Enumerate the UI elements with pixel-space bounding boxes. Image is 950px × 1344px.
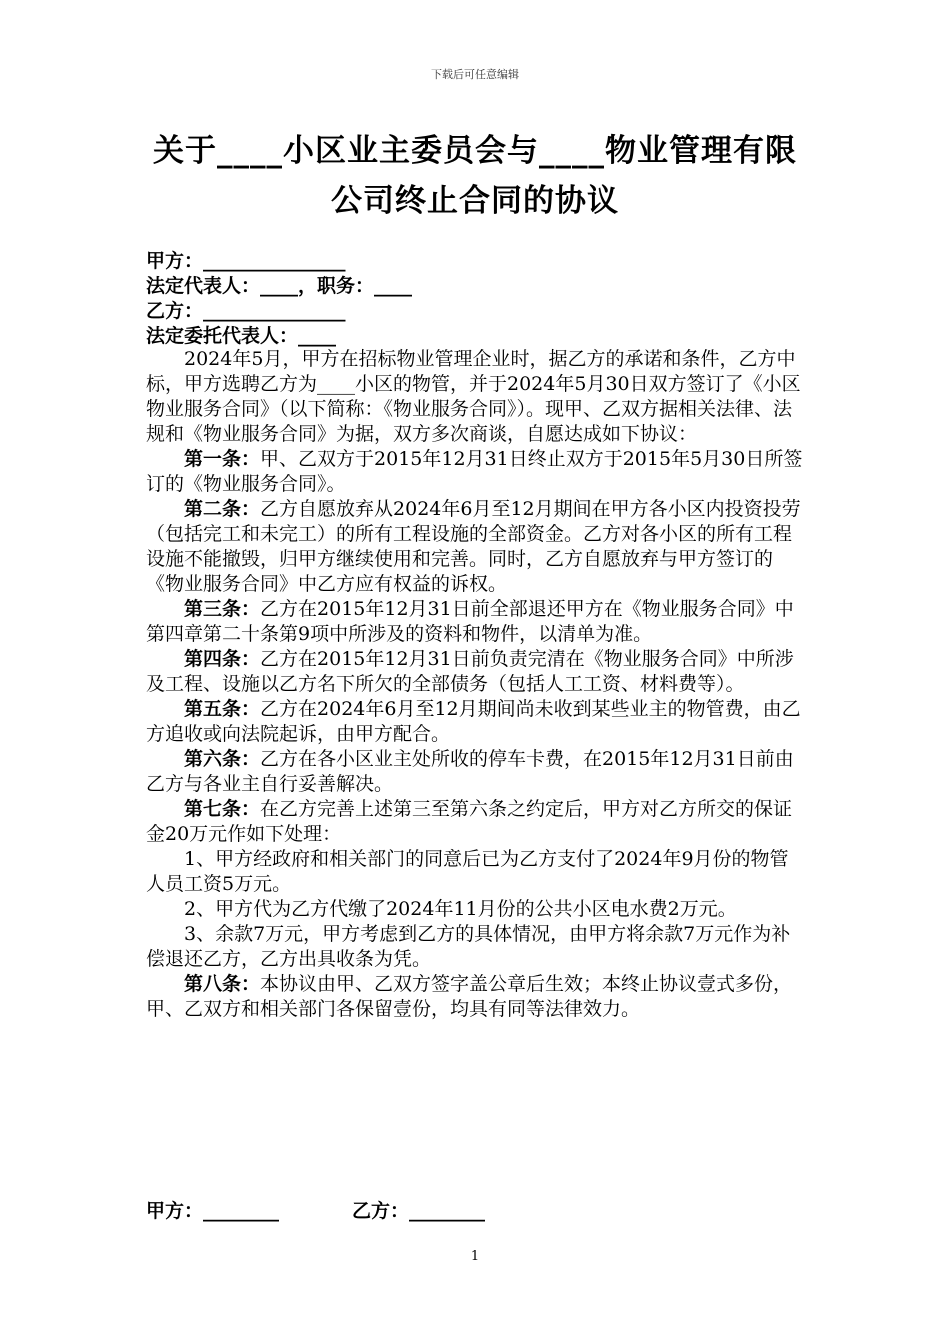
preamble-paragraph: 2024年5月，甲方在招标物业管理企业时，据乙方的承诺和条件，乙方中标，甲方选聘乙方为____小区的物管，并于2024年5月30日双方签订了《小区物业服务合同》（以下简称：《物业服务合同》）。现甲、乙双方据相关法律、法规和《物业服务合同》为据，双方多次商谈，自愿达成如下协议： (146, 348, 801, 445)
signature-party-a: 甲方：________ (146, 1200, 280, 1222)
item-2: 2、甲方代为乙方代缴了2024年11月份的公共小区电水费2万元。 (184, 898, 737, 920)
article-label: 第一条： (184, 448, 261, 470)
article-5 (146, 697, 806, 747)
document-title-line2: 公司终止合同的协议 (331, 183, 619, 219)
article-text: 乙方在2015年12月31日前全部退还甲方在《物业服务合同》中第四章第二十条第9项中所涉及的资料和物件，以清单为准。 (146, 598, 794, 645)
item-1: 1、甲方经政府和相关部门的同意后已为乙方支付了2024年9月份的物管人员工资5万元。 (146, 848, 789, 895)
article-text: 乙方自愿放弃从2024年6月至12月期间在甲方各小区内投资投劳（包括完工和未完工）的所有工程设施的全部资金。乙方对各小区的所有工程设施不能撤毁，归甲方继续使用和完善。同时，乙方自愿放弃与甲方签订的《物业服务合同》中乙方应有权益的诉权。 (146, 498, 801, 595)
article-label: 第七条： (184, 798, 261, 820)
article-8 (146, 972, 806, 1022)
article-text: 乙方在2015年12月31日前负责完清在《物业服务合同》中所涉及工程、设施以乙方名下所欠的全部债务（包括人工工资、材料费等）。 (146, 648, 794, 695)
article-label: 第四条： (184, 648, 261, 670)
article-label: 第三条： (184, 598, 261, 620)
article-label: 第二条： (184, 498, 261, 520)
page-header: 下载后可任意编辑 (431, 68, 519, 81)
page-number: 1 (470, 1249, 480, 1264)
article-label: 第六条： (184, 748, 261, 770)
party-a-line: 甲方：_______________ (146, 250, 346, 272)
legal-rep-line: 法定代表人：____，职务：____ (146, 275, 413, 297)
article-label: 第八条： (184, 973, 261, 995)
article-4 (146, 647, 806, 697)
article-label: 第五条： (184, 698, 261, 720)
item-3: 3、余款7万元，甲方考虑到乙方的具体情况，由甲方将余款7万元作为补偿退还乙方，乙方出具收条为凭。 (146, 923, 791, 970)
document-title-line1: 关于____小区业主委员会与____物业管理有限 (153, 133, 797, 169)
article-1 (146, 447, 806, 497)
article-text: 甲、乙双方于2015年12月31日终止双方于2015年5月30日所签订的《物业服务合同》。 (146, 448, 803, 495)
article-text: 本协议由甲、乙双方签字盖公章后生效；本终止协议壹式多份，甲、乙双方和相关部门各保留壹份，均具有同等法律效力。 (146, 973, 793, 1020)
article-7 (146, 797, 806, 847)
article-text: 在乙方完善上述第三至第六条之约定后，甲方对乙方所交的保证金20万元作如下处理： (146, 798, 793, 845)
article-2 (146, 497, 806, 597)
article-3 (146, 597, 806, 647)
article-text: 乙方在各小区业主处所收的停车卡费，在2015年12月31日前由乙方与各业主自行妥善解决。 (146, 748, 794, 795)
agreement-body (146, 347, 806, 1022)
party-b-line: 乙方：_______________ (146, 300, 346, 322)
signature-party-b: 乙方：________ (352, 1200, 486, 1222)
article-text: 乙方在2024年6月至12月期间尚未收到某些业主的物管费，由乙方追收或向法院起诉，由甲方配合。 (146, 698, 801, 745)
entrusted-rep-line: 法定委托代表人：____ (146, 325, 337, 347)
article-6 (146, 747, 806, 797)
